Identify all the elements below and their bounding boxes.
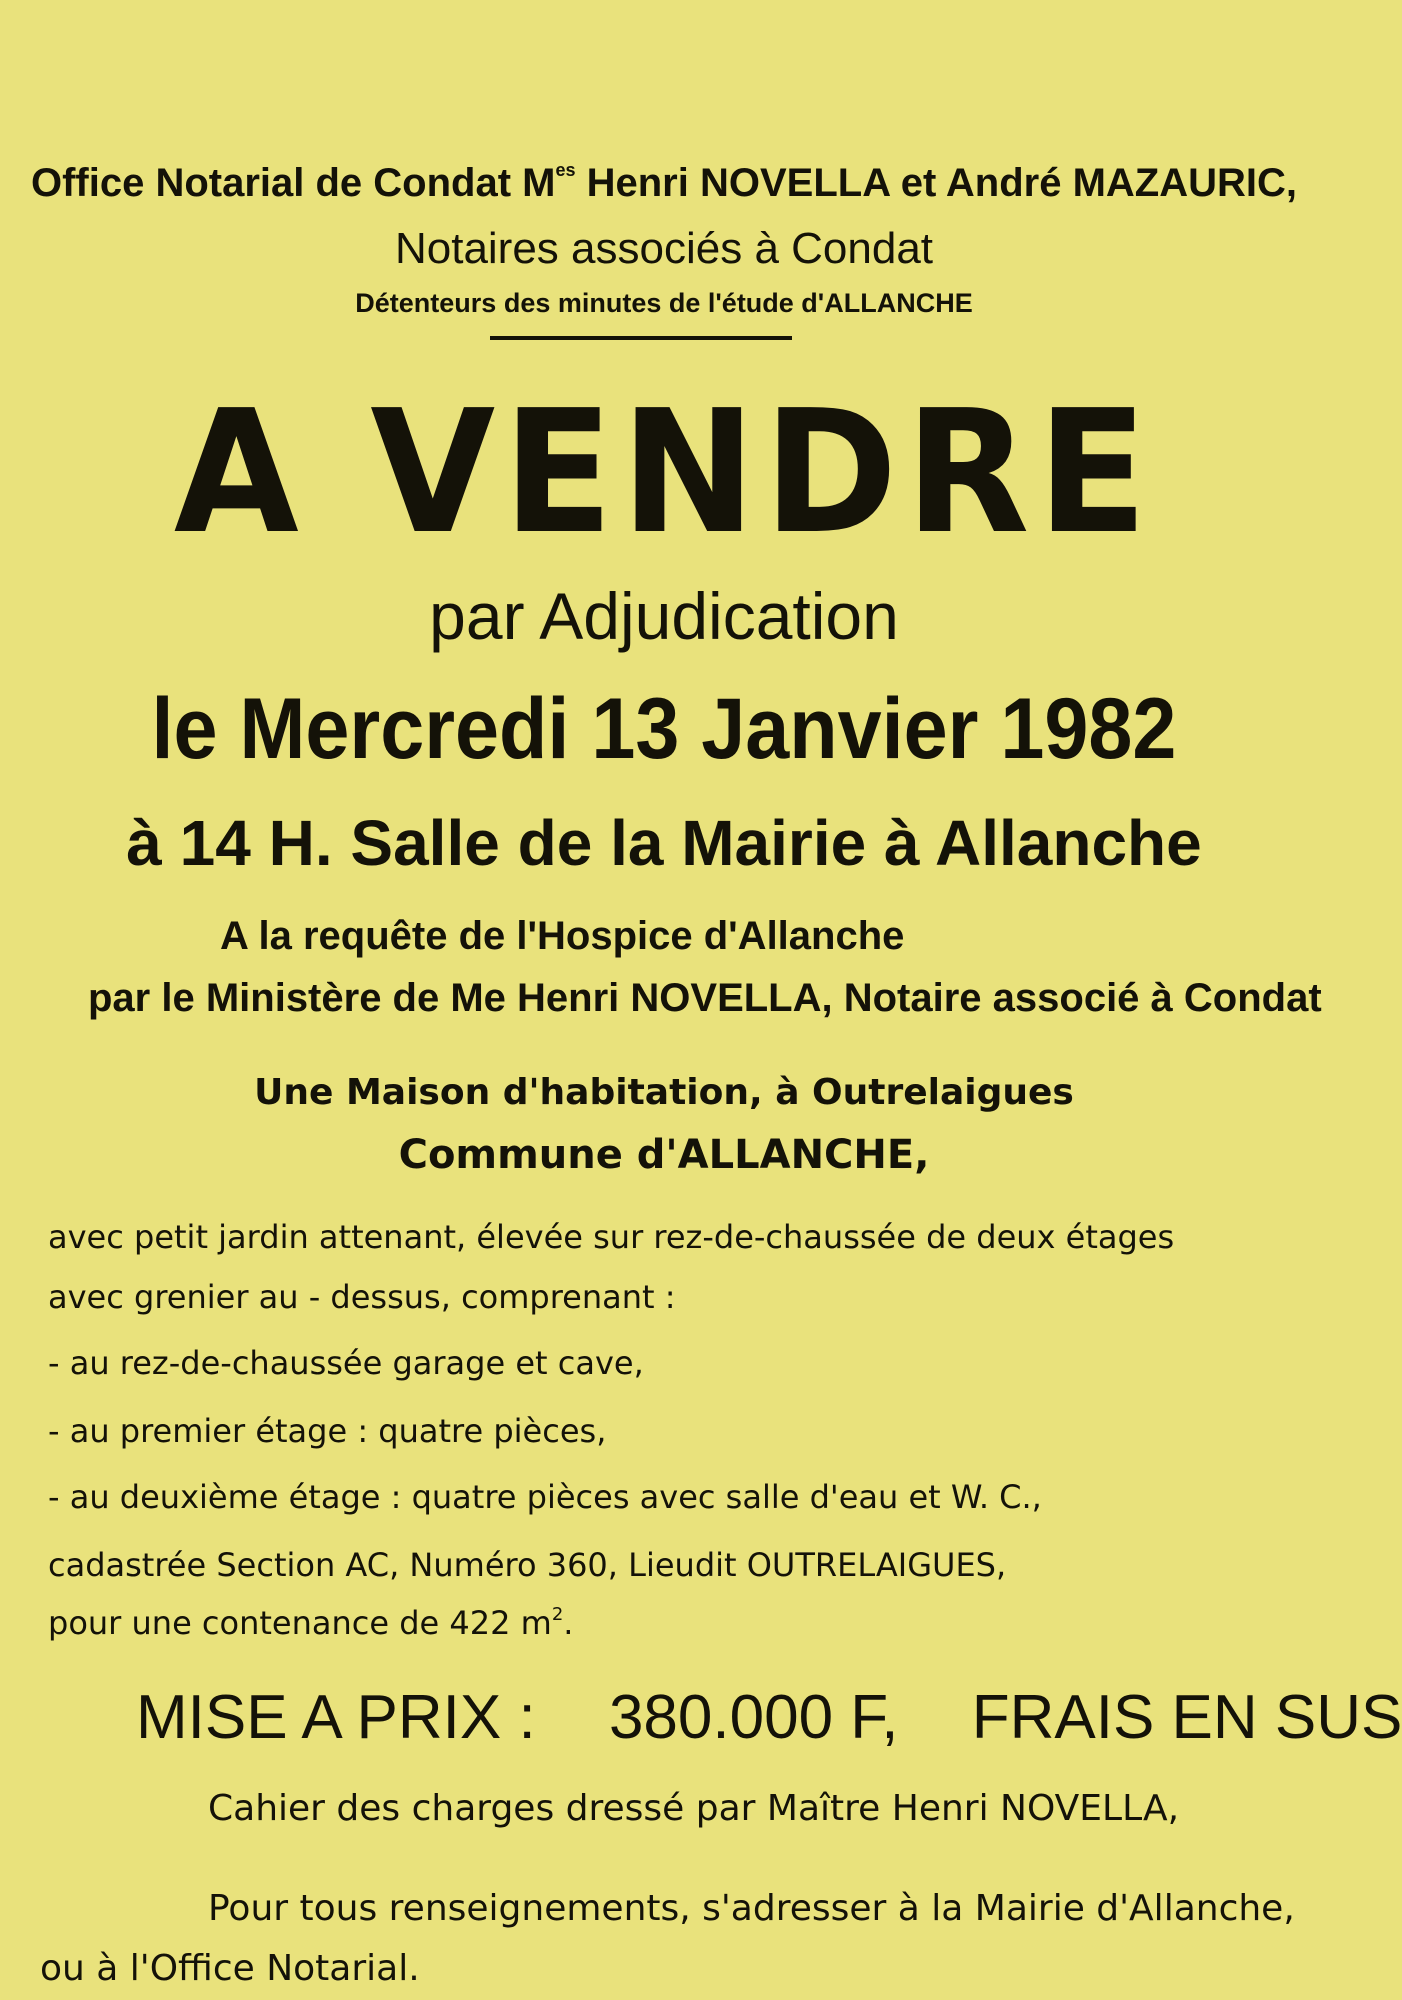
prix-label: MISE A PRIX : — [136, 1683, 536, 1752]
surface-prefix: pour une contenance de 422 m — [48, 1604, 552, 1642]
requete-line-2: par le Ministère de Me Henri NOVELLA, Notaire associé à Condat — [88, 976, 1322, 1020]
auction-date — [0, 680, 1328, 779]
description-line-6: cadastrée Section AC, Numéro 360, Lieudit OUTRELAIGUES, — [48, 1546, 1007, 1584]
office-prefix: Office Notarial de Condat M — [30, 161, 556, 205]
header-divider — [490, 336, 792, 340]
description-line-5: - au deuxième étage : quatre pièces avec salle d'eau et W. C., — [48, 1478, 1042, 1516]
office-suffix: Henri NOVELLA et André MAZAURIC, — [575, 161, 1298, 205]
office-sup: es — [555, 160, 576, 180]
prix-amount: 380.000 F, — [608, 1683, 899, 1752]
auction-date-text: le Mercredi 13 Janvier 1982 — [151, 681, 1177, 777]
main-title — [0, 374, 1328, 572]
subtitle: par Adjudication — [429, 579, 899, 653]
property-line-2: Commune d'ALLANCHE, — [398, 1132, 930, 1178]
office-notarial-line: ou à l'Office Notarial. — [40, 1948, 420, 1989]
main-title-text: A VENDRE — [173, 374, 1155, 572]
description-line-4: - au premier étage : quatre pièces, — [48, 1412, 607, 1450]
office-header — [0, 160, 1328, 206]
detenteurs-line: Détenteurs des minutes de l'étude d'ALLANCHE — [355, 288, 973, 318]
property-line-1: Une Maison d'habitation, à Outrelaigues — [254, 1072, 1074, 1113]
description-line-7 — [48, 1604, 573, 1642]
surface-sup: 2 — [551, 1604, 564, 1625]
description-line-3: - au rez-de-chaussée garage et cave, — [48, 1344, 644, 1382]
surface-suffix: . — [563, 1604, 574, 1642]
description-line-1: avec petit jardin attenant, élevée sur rez-de-chaussée de deux étages — [48, 1218, 1175, 1256]
auction-time-place: à 14 H. Salle de la Mairie à Allanche — [126, 807, 1202, 879]
notaires-line: Notaires associés à Condat — [394, 224, 934, 273]
prix-frais: FRAIS EN SUS — [971, 1683, 1402, 1752]
description-line-2: avec grenier au - dessus, comprenant : — [48, 1278, 676, 1316]
renseignements-line: Pour tous renseignements, s'adresser à la Mairie d'Allanche, — [208, 1888, 1295, 1929]
mise-a-prix — [136, 1682, 1402, 1753]
requete-line-1: A la requête de l'Hospice d'Allanche — [220, 914, 905, 958]
cahier-des-charges: Cahier des charges dressé par Maître Henri NOVELLA, — [208, 1788, 1180, 1829]
